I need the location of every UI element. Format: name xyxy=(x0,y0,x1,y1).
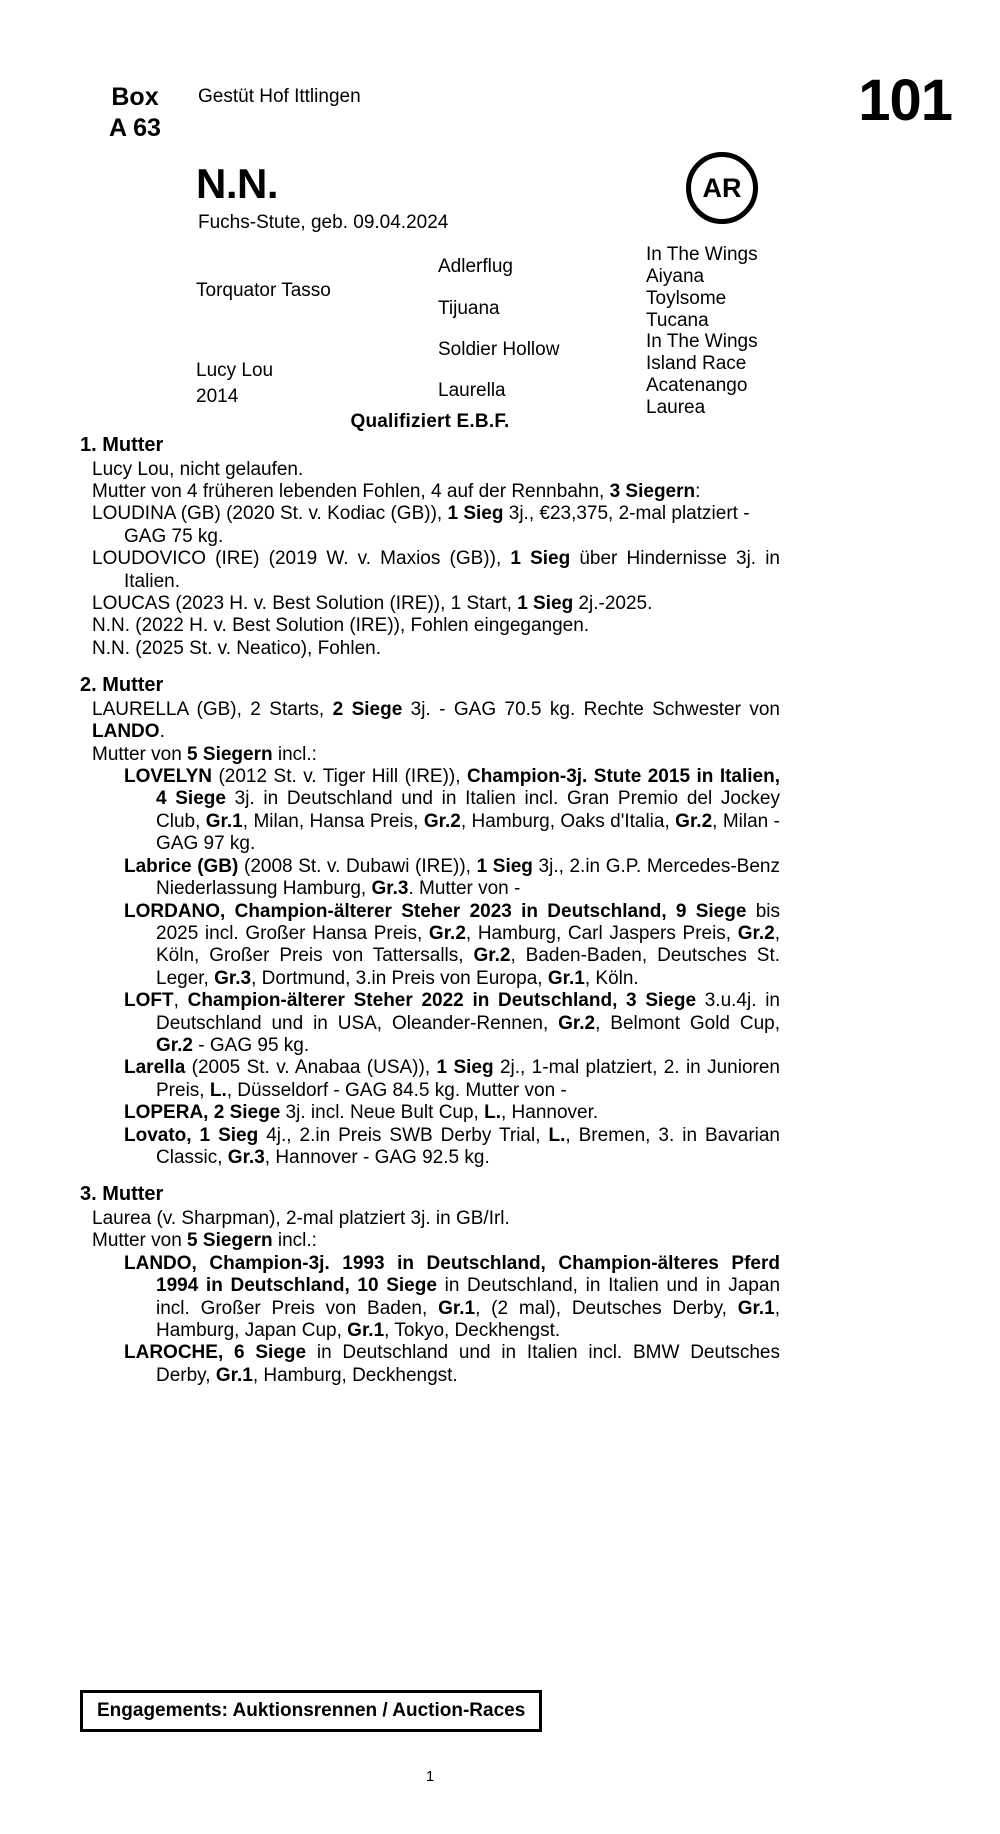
grade-tag: Gr.1 xyxy=(215,1364,253,1386)
loft-name: LOFT xyxy=(124,990,174,1012)
qualified-text: Qualifiziert E.B.F. xyxy=(350,411,510,432)
loft-title: Champion-älterer Steher 2022 in Deutschland, 3 Siege xyxy=(187,990,697,1012)
listed-tag: L. xyxy=(548,1124,566,1146)
horse-name: N.N. xyxy=(196,160,278,207)
dam1-line2 xyxy=(92,481,780,503)
dam1-progeny-4 xyxy=(92,637,780,660)
dam1-progeny-3 xyxy=(92,615,780,637)
engagements-label: Engagements: Auktionsrennen / Auction-Races xyxy=(97,1700,526,1721)
grade-tag: Gr.2 xyxy=(558,1012,596,1034)
progeny-detail: 2j.-2025. xyxy=(573,593,653,615)
progeny-wins: 1 Sieg xyxy=(517,593,574,615)
progeny-detail: über Hindernisse 3j. in Italien. xyxy=(124,548,780,592)
lot-number: 101 xyxy=(858,68,952,133)
grade-tag: Gr.3 xyxy=(227,1146,265,1168)
progeny-text: LOUDOVICO (IRE) (2019 W. v. Maxios (GB)), xyxy=(92,548,511,570)
pedigree-gen3-7: Laurea xyxy=(646,397,706,418)
qualified-note xyxy=(0,411,1000,433)
dam2-intro xyxy=(92,699,780,744)
progeny-wins: 1 Sieg xyxy=(510,548,571,570)
dam2-mother-b: 5 Siegern xyxy=(187,743,273,765)
dam3-line1: Laurea (v. Sharpman), 2-mal platziert 3j. in GB/Irl. xyxy=(92,1207,510,1229)
progeny-text: N.N. (2022 H. v. Best Solution (IRE)), Fohlen eingegangen. xyxy=(92,615,590,637)
dam1-line2-b: 3 Siegern xyxy=(609,481,696,502)
ar-badge-icon xyxy=(686,152,758,224)
dam1-line2-c: : xyxy=(695,481,701,502)
dam2-intro-e: . xyxy=(159,721,165,743)
dam2-loft: LOFT, Champion-älterer Steher 2022 in Deutschland, 3 Siege 3.u.4j. in Deutschland und in USA, Oleander-Rennen, Gr.2, Belmont Gold Cup, Gr.2 - GAG 95 kg. xyxy=(124,990,780,1056)
dam2-lordano: LORDANO, Champion-älterer Steher 2023 in Deutschland, 9 Siege bis 2025 incl. Großer Hansa Preis, Gr.2, Hamburg, Carl Jaspers Preis, Gr.2, Köln, Großer Preis von Tattersalls, Gr.2, Baden-Baden, Deutsches St. Leger, Gr.3, Dortmund, 3.in Preis von Europa, Gr.1, Köln. xyxy=(124,900,780,989)
pedigree-gen3-0: In The Wings xyxy=(646,244,758,265)
dam2-mother-line xyxy=(92,744,780,766)
progeny-text: LOUDINA (GB) (2020 St. v. Kodiac (GB)), xyxy=(92,503,448,525)
grade-tag: Gr.3 xyxy=(214,967,252,989)
pedigree-gen3-3: Tucana xyxy=(646,310,709,331)
lovelyn-name: LOVELYN xyxy=(124,766,212,788)
pedigree-gen3-5: Island Race xyxy=(646,353,747,374)
lando-name-title: LANDO, Champion-3j. 1993 in Deutschland, Champion-älteres Pferd 1994 in Deutschland, 10 Siege xyxy=(124,1252,780,1297)
pedigree-table xyxy=(196,240,796,418)
pedigree-gen2-0: Adlerflug xyxy=(438,256,513,277)
progeny-detail: 3j., €23,375, 2-mal platziert - GAG 75 kg. xyxy=(124,503,750,547)
dam3-mother-a: Mutter von xyxy=(92,1230,188,1252)
progeny-text: LOUCAS (2023 H. v. Best Solution (IRE)), 1 Start, xyxy=(92,593,518,615)
breeder-name: Gestüt Hof Ittlingen xyxy=(198,86,361,107)
dam2-intro-b: 2 Siege xyxy=(332,698,403,720)
grade-tag: Gr.2 xyxy=(428,922,466,944)
dam1-progeny-1 xyxy=(92,548,780,593)
dam2-lopera: LOPERA, 2 Siege 3j. incl. Neue Bult Cup, L., Hannover. xyxy=(124,1102,599,1124)
listed-tag: L. xyxy=(209,1079,227,1101)
grade-tag: Gr.1 xyxy=(737,1297,775,1319)
dam2-lovato: Lovato, 1 Sieg 4j., 2.in Preis SWB Derby Trial, L., Bremen, 3. in Bavarian Classic, Gr.3, Hannover - GAG 92.5 kg. xyxy=(124,1124,781,1168)
dam2-mother-a: Mutter von xyxy=(92,743,188,765)
grade-tag: Gr.1 xyxy=(438,1297,476,1319)
lopera-name-wins: LOPERA, 2 Siege xyxy=(124,1102,281,1124)
horse-description: Fuchs-Stute, geb. 09.04.2024 xyxy=(198,212,449,233)
grade-tag: Gr.2 xyxy=(473,945,511,967)
lordano-name-title: LORDANO, Champion-älterer Steher 2023 in Deutschland, 9 Siege xyxy=(124,900,747,922)
pedigree-gen2-2: Soldier Hollow xyxy=(438,339,560,360)
dam1-heading: 1. Mutter xyxy=(80,434,164,456)
grade-tag: Gr.1 xyxy=(205,810,243,832)
pedigree-gen3-4: In The Wings xyxy=(646,331,758,352)
lovelyn-title: Champion-3j. Stute 2015 in Italien, 4 Siege xyxy=(156,766,780,810)
lovato-name-wins: Lovato, 1 Sieg xyxy=(124,1124,259,1146)
grade-tag: Gr.1 xyxy=(347,1320,385,1341)
dam1-progeny-2 xyxy=(92,593,780,615)
dam2-heading: 2. Mutter xyxy=(80,674,164,697)
dam3-heading: 3. Mutter xyxy=(80,1183,164,1206)
labrice-wins: 1 Sieg xyxy=(476,855,533,877)
dam1-line2-a: Mutter von 4 früheren lebenden Fohlen, 4 auf der Rennbahn, xyxy=(92,481,610,502)
dam1-line1: Lucy Lou, nicht gelaufen. xyxy=(92,458,304,480)
dam2-mother-c: incl.: xyxy=(272,743,317,765)
pedigree-dam: Lucy Lou xyxy=(196,360,274,381)
dam3-mother-b: 5 Siegern xyxy=(187,1230,273,1252)
listed-tag: L. xyxy=(484,1102,501,1124)
larella-name: Larella xyxy=(124,1057,186,1079)
dam3-lando: LANDO, Champion-3j. 1993 in Deutschland, Champion-älteres Pferd 1994 in Deutschland, 10 Siege in Deutschland, in Italien und in Japan incl. Großer Preis von Baden, Gr.1, (2 mal), Deutsches Derby, Gr.1, Hamburg, Japan Cup, Gr.1, Tokyo, Deckhengst. xyxy=(124,1252,781,1341)
page-number-value: 1 xyxy=(425,1768,435,1785)
dam2-intro-d: LANDO xyxy=(92,721,160,743)
engagements-box xyxy=(80,1690,542,1732)
dam2-larella: Larella (2005 St. v. Anabaa (USA)), 1 Sieg 2j., 1-mal platziert, 2. in Junioren Preis, L., Düsseldorf - GAG 84.5 kg. Mutter von - xyxy=(124,1057,780,1101)
box-label-line1: Box xyxy=(111,83,159,111)
pedigree-gen2-3: Laurella xyxy=(438,380,506,401)
dam3-mother-c: incl.: xyxy=(272,1230,317,1252)
dam1-progeny-0 xyxy=(92,503,780,548)
progeny-wins: 1 Sieg xyxy=(447,503,504,525)
pedigree-sire: Torquator Tasso xyxy=(196,280,331,301)
grade-tag: Gr.2 xyxy=(423,810,461,832)
pedigree-gen2-1: Tijuana xyxy=(438,298,500,319)
dam3-mother-line xyxy=(92,1230,780,1252)
grade-tag: Gr.1 xyxy=(547,967,585,989)
dam2-intro-a: LAURELLA (GB), 2 Starts, xyxy=(92,698,333,720)
grade-tag: Gr.2 xyxy=(737,922,775,944)
pedigree-dam-year: 2014 xyxy=(196,386,239,407)
grade-tag: Gr.2 xyxy=(675,810,713,832)
labrice-name: Labrice (GB) xyxy=(124,855,239,877)
dam2-intro-c: 3j. - GAG 70.5 kg. Rechte Schwester von xyxy=(402,698,780,720)
pedigree-text xyxy=(80,434,780,1387)
page-number xyxy=(0,1768,1000,1785)
ar-badge-label: AR xyxy=(702,172,742,203)
grade-tag: Gr.2 xyxy=(156,1034,193,1056)
pedigree-gen3-6: Acatenango xyxy=(646,375,748,396)
box-label-line2: A 63 xyxy=(109,114,161,143)
box-label xyxy=(80,82,190,145)
larella-wins: 1 Sieg xyxy=(436,1057,494,1079)
grade-tag: Gr.3 xyxy=(371,878,409,900)
dam3-laroche: LAROCHE, 6 Siege in Deutschland und in Italien incl. BMW Deutsches Derby, Gr.1, Hamburg, Deckhengst. xyxy=(124,1342,780,1386)
dam2-labrice: Labrice (GB) (2008 St. v. Dubawi (IRE)), 1 Sieg 3j., 2.in G.P. Mercedes-Benz Niederlassung Hamburg, Gr.3. Mutter von - xyxy=(124,855,780,900)
progeny-text: N.N. (2025 St. v. Neatico), Fohlen. xyxy=(92,637,381,659)
dam2-lovelyn: LOVELYN (2012 St. v. Tiger Hill (IRE)), Champion-3j. Stute 2015 in Italien, 4 Siege 3j. in Deutschland und in Italien incl. Gran Premio del Jockey Club, Gr.1, Milan, Hansa Preis, Gr.2, Hamburg, Oaks d'Italia, Gr.2, Milan - GAG 97 kg. xyxy=(124,766,780,855)
pedigree-gen3-1: Aiyana xyxy=(646,266,705,287)
laroche-name-wins: LAROCHE, 6 Siege xyxy=(124,1342,307,1364)
pedigree-gen3-2: Toylsome xyxy=(646,288,727,309)
